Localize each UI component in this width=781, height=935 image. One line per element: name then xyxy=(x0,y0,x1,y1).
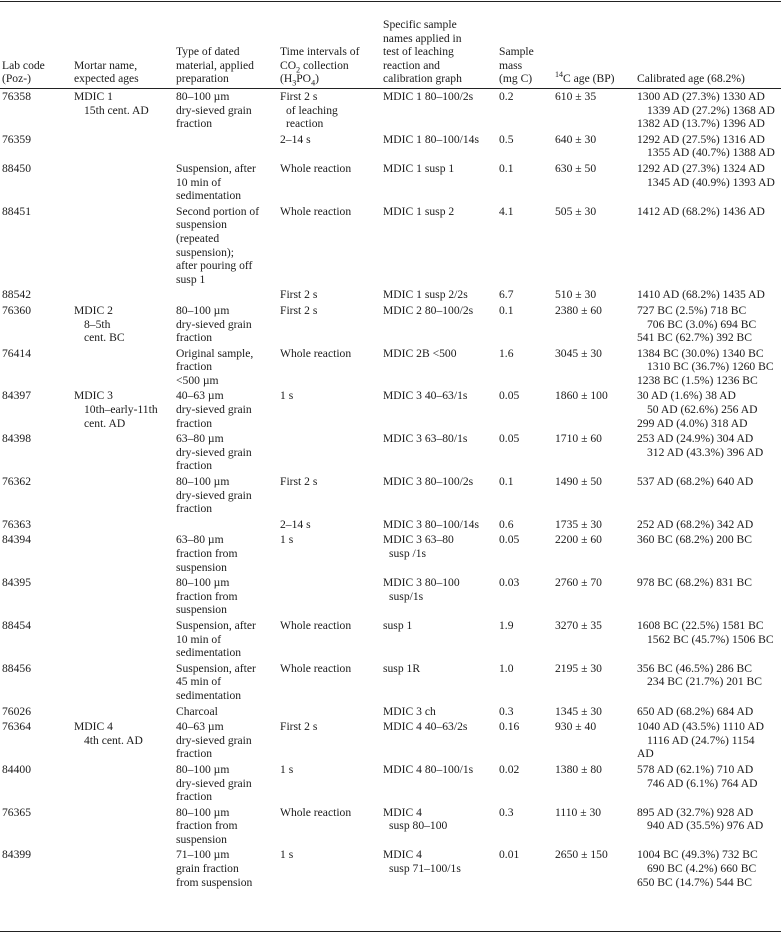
cell-time-interval: 1 s xyxy=(280,848,294,862)
cell-sample-name: MDIC 1 susp 2 xyxy=(383,204,455,218)
header-row xyxy=(0,3,781,88)
cell-c14-age: 1380 ± 80 xyxy=(555,762,602,776)
table-row xyxy=(0,473,781,516)
cell-mortar: MDIC 1 15th cent. AD xyxy=(74,90,149,117)
cell-sample-name: MDIC 3 80–100/2s xyxy=(383,475,474,489)
col-header-mortar: Mortar name, expected ages xyxy=(74,58,139,86)
cell-c14-age: 1110 ± 30 xyxy=(555,805,602,819)
cell-sample-name: susp 1 xyxy=(383,618,413,632)
cell-mass: 0.16 xyxy=(499,720,520,734)
table-row xyxy=(0,286,781,302)
cell-time-interval: First 2 s xyxy=(280,288,318,302)
cell-calibrated-age: 1292 AD (27.3%) 1324 AD 1345 AD (40.9%) 1393 AD xyxy=(637,161,775,189)
cell-lab-code: 76414 xyxy=(2,346,31,360)
cell-lab-code: 76362 xyxy=(2,475,31,489)
cell-time-interval: 1 s xyxy=(280,533,294,547)
cell-lab-code: 88456 xyxy=(2,661,31,675)
cell-c14-age: 510 ± 30 xyxy=(555,288,597,302)
radiocarbon-table xyxy=(0,3,781,889)
table-row xyxy=(0,302,781,345)
table-row xyxy=(0,660,781,703)
cell-c14-age: 640 ± 30 xyxy=(555,132,597,146)
cell-sample-name: MDIC 1 susp 1 xyxy=(383,161,455,175)
cell-sample-name: susp 1R xyxy=(383,661,421,675)
cell-calibrated-age: 537 AD (68.2%) 640 AD xyxy=(637,475,754,489)
cell-material: 71–100 µm grain fraction from suspension xyxy=(176,848,253,889)
cell-material: 80–100 µm dry-sieved grain fraction xyxy=(176,475,252,516)
table-body xyxy=(0,88,781,889)
cell-calibrated-age: 253 AD (24.9%) 304 AD 312 AD (43.3%) 396 AD xyxy=(637,432,764,459)
cell-lab-code: 88542 xyxy=(2,288,31,302)
cell-material xyxy=(176,131,280,160)
cell-time-interval: 1 s xyxy=(280,389,294,403)
cell-sample-name: MDIC 3 80–100 susp/1s xyxy=(383,576,460,603)
cell-sample-name: MDIC 4 susp 71–100/1s xyxy=(383,848,461,876)
cell-mass: 0.5 xyxy=(499,132,514,146)
cell-material: 80–100 µm dry-sieved grain fraction xyxy=(176,90,252,131)
cell-c14-age: 630 ± 50 xyxy=(555,161,597,175)
cell-material: Original sample, fraction <500 µm xyxy=(176,346,254,387)
cell-sample-name: MDIC 4 80–100/1s xyxy=(383,762,474,776)
table-row xyxy=(0,430,781,473)
cell-calibrated-age: 360 BC (68.2%) 200 BC xyxy=(637,533,752,547)
cell-time-interval xyxy=(280,703,383,719)
cell-mortar: MDIC 4 4th cent. AD xyxy=(74,720,143,747)
cell-calibrated-age: 1040 AD (43.5%) 1110 AD 1116 AD (24.7%) 1154 AD xyxy=(637,720,764,761)
cell-lab-code: 76026 xyxy=(2,704,31,718)
cell-mass: 1.6 xyxy=(499,346,514,360)
cell-c14-age: 3270 ± 35 xyxy=(555,618,602,632)
cell-material: 80–100 µm fraction from suspension xyxy=(176,576,238,617)
cell-time-interval: Whole reaction xyxy=(280,805,352,819)
cell-time-interval: Whole reaction xyxy=(280,204,352,218)
cell-mortar xyxy=(74,531,176,574)
table-row xyxy=(0,574,781,617)
cell-material: Suspension, after 10 min of sedimentation xyxy=(176,161,256,203)
cell-sample-name: MDIC 2B <500 xyxy=(383,346,457,360)
cell-material: 80–100 µm dry-sieved grain fraction xyxy=(176,762,252,804)
cell-lab-code: 88451 xyxy=(2,204,31,218)
cell-c14-age: 1345 ± 30 xyxy=(555,704,602,718)
cell-lab-code: 88450 xyxy=(2,161,31,175)
table-row xyxy=(0,203,781,287)
cell-mass: 0.05 xyxy=(499,533,520,547)
cell-c14-age: 2760 ± 70 xyxy=(555,576,602,590)
cell-lab-code: 84395 xyxy=(2,576,31,590)
table-row xyxy=(0,846,781,889)
cell-mass: 4.1 xyxy=(499,204,514,218)
cell-material: Suspension, after 10 min of sedimentation xyxy=(176,618,256,660)
cell-lab-code: 84399 xyxy=(2,848,31,862)
cell-material: 40–63 µm dry-sieved grain fraction xyxy=(176,389,252,430)
cell-calibrated-age: 356 BC (46.5%) 286 BC 234 BC (21.7%) 201 BC xyxy=(637,661,762,689)
cell-calibrated-age: 252 AD (68.2%) 342 AD xyxy=(637,517,754,531)
cell-calibrated-age: 1412 AD (68.2%) 1436 AD xyxy=(637,204,765,218)
cell-sample-name: MDIC 1 susp 2/2s xyxy=(383,288,468,302)
cell-time-interval: First 2 s of leaching reaction xyxy=(280,90,338,131)
cell-c14-age: 2650 ± 150 xyxy=(555,848,608,862)
top-rule xyxy=(0,1,781,2)
cell-mortar: MDIC 2 8–5th cent. BC xyxy=(74,303,125,345)
col-header-mass: Sample mass (mg C) xyxy=(499,45,534,86)
cell-time-interval: First 2 s xyxy=(280,303,318,317)
cell-mortar xyxy=(74,574,176,617)
cell-sample-name: MDIC 3 80–100/14s xyxy=(383,517,479,531)
cell-sample-name: MDIC 2 80–100/2s xyxy=(383,303,474,317)
cell-lab-code: 88454 xyxy=(2,618,31,632)
cell-sample-name: MDIC 3 63–80/1s xyxy=(383,432,468,446)
col-header-lab-code: Lab code (Poz-) xyxy=(2,58,45,86)
col-header-sample-names: Specific sample names applied in test of leaching reaction and calibration graph xyxy=(383,18,462,86)
cell-mortar xyxy=(74,703,176,719)
cell-lab-code: 76358 xyxy=(2,90,31,103)
cell-mortar xyxy=(74,203,176,287)
cell-time-interval: 2–14 s xyxy=(280,517,311,531)
cell-mortar xyxy=(74,473,176,516)
cell-mortar xyxy=(74,160,176,203)
cell-c14-age: 2380 ± 60 xyxy=(555,303,602,317)
cell-calibrated-age: 650 AD (68.2%) 684 AD xyxy=(637,704,754,718)
cell-time-interval: 1 s xyxy=(280,762,294,776)
cell-mortar xyxy=(74,516,176,532)
cell-c14-age: 930 ± 40 xyxy=(555,720,597,734)
cell-lab-code: 76365 xyxy=(2,805,31,819)
table-row xyxy=(0,703,781,719)
cell-sample-name: MDIC 4 susp 80–100 xyxy=(383,805,448,833)
cell-c14-age: 2200 ± 60 xyxy=(555,533,602,547)
table-row xyxy=(0,131,781,160)
cell-time-interval: 2–14 s xyxy=(280,132,311,146)
cell-calibrated-age: 578 AD (62.1%) 710 AD 746 AD (6.1%) 764 AD xyxy=(637,762,758,790)
cell-lab-code: 84398 xyxy=(2,432,31,446)
cell-mass: 0.05 xyxy=(499,389,520,403)
cell-mass: 0.05 xyxy=(499,432,520,446)
cell-time-interval xyxy=(280,574,383,617)
cell-material xyxy=(176,286,280,302)
cell-c14-age: 1490 ± 50 xyxy=(555,475,602,489)
cell-material: 80–100 µm dry-sieved grain fraction xyxy=(176,303,252,345)
cell-calibrated-age: 1384 BC (30.0%) 1340 BC 1310 BC (36.7%) 1260 BC 1238 BC (1.5%) 1236 BC xyxy=(637,346,774,387)
cell-c14-age: 1710 ± 60 xyxy=(555,432,602,446)
cell-mass: 0.3 xyxy=(499,704,514,718)
cell-time-interval: First 2 s xyxy=(280,475,318,489)
cell-time-interval xyxy=(280,430,383,473)
cell-time-interval: Whole reaction xyxy=(280,661,352,675)
cell-c14-age: 2195 ± 30 xyxy=(555,661,602,675)
table-row xyxy=(0,761,781,804)
cell-sample-name: MDIC 3 40–63/1s xyxy=(383,389,468,403)
cell-material: 80–100 µm fraction from suspension xyxy=(176,805,238,846)
cell-material: Suspension, after 45 min of sedimentation xyxy=(176,661,256,702)
cell-time-interval: Whole reaction xyxy=(280,618,352,632)
cell-calibrated-age: 895 AD (32.7%) 928 AD 940 AD (35.5%) 976 AD xyxy=(637,805,764,833)
cell-mass: 0.1 xyxy=(499,161,514,175)
cell-mass: 6.7 xyxy=(499,288,514,302)
table-row xyxy=(0,387,781,430)
cell-time-interval: First 2 s xyxy=(280,720,318,734)
cell-lab-code: 76363 xyxy=(2,517,31,531)
cell-calibrated-age: 1608 BC (22.5%) 1581 BC 1562 BC (45.7%) 1506 BC xyxy=(637,618,774,646)
cell-material: 40–63 µm dry-sieved grain fraction xyxy=(176,720,252,761)
cell-c14-age: 3045 ± 30 xyxy=(555,346,602,360)
cell-material: Second portion of suspension (repeated suspension); after pouring off susp 1 xyxy=(176,204,260,286)
cell-calibrated-age: 1410 AD (68.2%) 1435 AD xyxy=(637,288,765,302)
cell-mass: 1.9 xyxy=(499,618,514,632)
cell-mortar xyxy=(74,131,176,160)
cell-mass: 0.03 xyxy=(499,576,520,590)
cell-mortar xyxy=(74,660,176,703)
cell-mortar xyxy=(74,430,176,473)
cell-mortar xyxy=(74,846,176,889)
cell-mass: 0.2 xyxy=(499,90,514,103)
cell-c14-age: 505 ± 30 xyxy=(555,204,597,218)
cell-material: Charcoal xyxy=(176,704,218,718)
cell-sample-name: MDIC 3 63–80 susp /1s xyxy=(383,533,454,560)
table-row xyxy=(0,718,781,761)
cell-calibrated-age: 1300 AD (27.3%) 1330 AD 1339 AD (27.2%) 1368 AD 1382 AD (13.7%) 1396 AD xyxy=(637,90,775,131)
cell-c14-age: 610 ± 35 xyxy=(555,90,597,103)
col-header-calibrated-age: Calibrated age (68.2%) xyxy=(637,72,745,86)
table-row xyxy=(0,804,781,847)
cell-c14-age: 1735 ± 30 xyxy=(555,517,602,531)
cell-lab-code: 76359 xyxy=(2,132,31,146)
cell-mass: 0.01 xyxy=(499,848,520,862)
cell-lab-code: 84397 xyxy=(2,389,31,403)
cell-time-interval: Whole reaction xyxy=(280,346,352,360)
cell-lab-code: 76360 xyxy=(2,303,31,317)
cell-calibrated-age: 1292 AD (27.5%) 1316 AD 1355 AD (40.7%) 1388 AD xyxy=(637,132,775,160)
cell-mortar xyxy=(74,345,176,388)
cell-lab-code: 76364 xyxy=(2,720,31,734)
cell-lab-code: 84394 xyxy=(2,533,31,547)
cell-c14-age: 1860 ± 100 xyxy=(555,389,608,403)
cell-mass: 0.3 xyxy=(499,805,514,819)
cell-calibrated-age: 978 BC (68.2%) 831 BC xyxy=(637,576,752,590)
cell-sample-name: MDIC 4 40–63/2s xyxy=(383,720,468,734)
table-row xyxy=(0,160,781,203)
cell-calibrated-age: 727 BC (2.5%) 718 BC 706 BC (3.0%) 694 BC 541 BC (62.7%) 392 BC xyxy=(637,303,757,345)
table-row xyxy=(0,531,781,574)
col-header-time-intervals: Time intervals of $CO_2$ collection $(H_3PO_4)$ xyxy=(280,45,360,88)
cell-mortar xyxy=(74,761,176,804)
table-row xyxy=(0,88,781,131)
cell-sample-name: MDIC 1 80–100/2s xyxy=(383,90,474,103)
table-row xyxy=(0,617,781,660)
cell-mortar xyxy=(74,286,176,302)
cell-mass: 0.1 xyxy=(499,303,514,317)
table-row xyxy=(0,516,781,532)
cell-calibrated-age: 1004 BC (49.3%) 732 BC 690 BC (4.2%) 660 BC 650 BC (14.7%) 544 BC xyxy=(637,848,758,889)
cell-mass: 0.6 xyxy=(499,517,514,531)
cell-mass: 0.02 xyxy=(499,762,520,776)
cell-sample-name: MDIC 1 80–100/14s xyxy=(383,132,479,146)
cell-material xyxy=(176,516,280,532)
cell-material: 63–80 µm dry-sieved grain fraction xyxy=(176,432,252,473)
cell-mortar xyxy=(74,617,176,660)
cell-sample-name: MDIC 3 ch xyxy=(383,704,436,718)
cell-time-interval: Whole reaction xyxy=(280,161,352,175)
col-header-c14-age: $^{14}$C age (BP) xyxy=(555,70,615,86)
cell-calibrated-age: 30 AD (1.6%) 38 AD 50 AD (62.6%) 256 AD 299 AD (4.0%) 318 AD xyxy=(637,389,758,430)
cell-mass: 0.1 xyxy=(499,475,514,489)
bottom-rule xyxy=(0,931,781,932)
cell-lab-code: 84400 xyxy=(2,762,31,776)
cell-mass: 1.0 xyxy=(499,661,514,675)
table-row xyxy=(0,345,781,388)
cell-material: 63–80 µm fraction from suspension xyxy=(176,533,238,574)
cell-mortar xyxy=(74,804,176,847)
col-header-material: Type of dated material, applied preparation xyxy=(176,45,254,86)
cell-mortar: MDIC 3 10th–early-11th cent. AD xyxy=(74,389,158,430)
